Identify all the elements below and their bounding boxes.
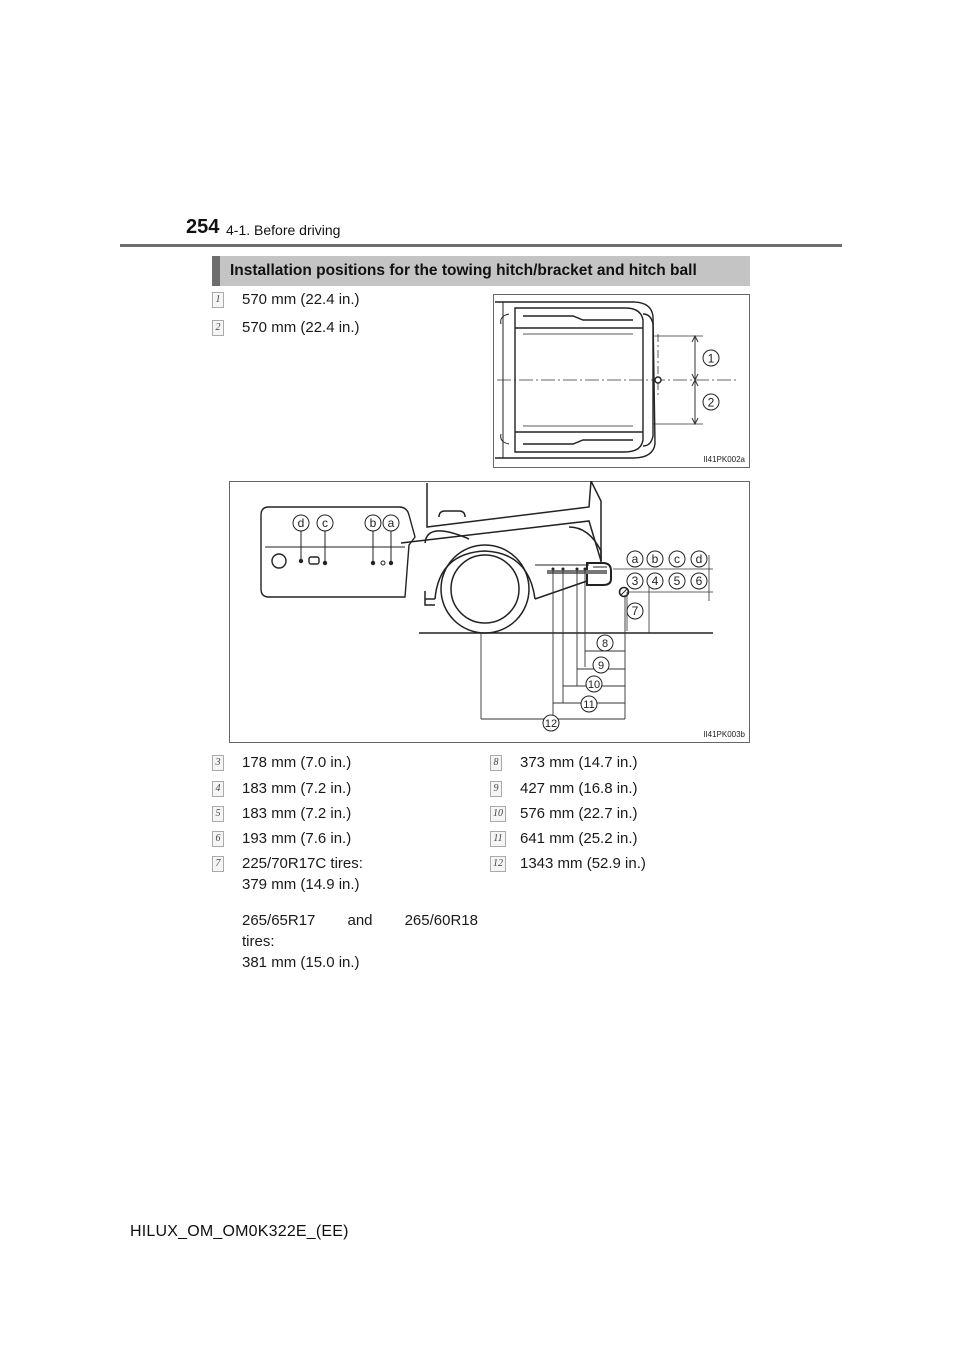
callout-8: 8 bbox=[601, 638, 609, 650]
callout-11: 11 bbox=[583, 699, 595, 711]
callout-4: 4 bbox=[651, 574, 659, 588]
dim-value: 183 mm (7.2 in.) bbox=[242, 780, 352, 797]
dim-value: 373 mm (14.7 in.) bbox=[520, 754, 638, 771]
callout-3: 3 bbox=[631, 574, 639, 588]
dim-value-line2: 379 mm (14.9 in.) bbox=[242, 876, 360, 893]
callout-9: 9 bbox=[597, 660, 605, 672]
rear-letter-b: b bbox=[651, 552, 659, 566]
callout-number: 2 bbox=[212, 320, 224, 336]
callout-12: 12 bbox=[544, 718, 558, 730]
tire-size-a: 265/65R17 bbox=[242, 912, 316, 929]
callout-7: 7 bbox=[631, 604, 639, 618]
dim-value: 183 mm (7.2 in.) bbox=[242, 805, 352, 822]
dim-value-line1: 225/70R17C tires: bbox=[242, 855, 363, 872]
callout-6: 6 bbox=[695, 574, 703, 588]
figure-code: II41PK003b bbox=[703, 730, 745, 739]
callout-2: 2 bbox=[707, 395, 715, 410]
callout-number: 1 bbox=[212, 292, 224, 308]
dim-value: 570 mm (22.4 in.) bbox=[242, 291, 360, 308]
inset-letter-a: a bbox=[387, 516, 395, 530]
rear-letter-a: a bbox=[631, 552, 639, 566]
inset-letter-c: c bbox=[322, 516, 328, 530]
callout-number: 11 bbox=[490, 831, 506, 847]
dim-value: 427 mm (16.8 in.) bbox=[520, 780, 638, 797]
callout-number: 7 bbox=[212, 856, 224, 872]
header-rule bbox=[120, 244, 842, 247]
rear-letter-d: d bbox=[695, 552, 703, 566]
tire-and: and bbox=[347, 912, 373, 929]
callout-number: 12 bbox=[490, 856, 506, 872]
section-heading: Installation positions for the towing hitch/bracket and hitch ball bbox=[212, 256, 750, 286]
callout-10: 10 bbox=[587, 679, 601, 691]
dim-value: 193 mm (7.6 in.) bbox=[242, 830, 352, 847]
callout-1: 1 bbox=[707, 351, 715, 366]
figure-code: II41PK002a bbox=[703, 455, 745, 464]
callout-number: 3 bbox=[212, 755, 224, 771]
inset-letter-d: d bbox=[297, 516, 305, 530]
callout-5: 5 bbox=[673, 574, 681, 588]
callout-number: 4 bbox=[212, 781, 224, 797]
tire-label: tires: bbox=[242, 933, 275, 950]
rear-letter-c: c bbox=[674, 552, 680, 566]
inset-letter-b: b bbox=[369, 516, 377, 530]
chapter-title: 4-1. Before driving bbox=[226, 222, 341, 238]
callout-number: 9 bbox=[490, 781, 502, 797]
tire-size-b: 265/60R18 bbox=[404, 912, 478, 929]
dim-value: 1343 mm (52.9 in.) bbox=[520, 855, 646, 872]
document-code-footer: HILUX_OM_OM0K322E_(EE) bbox=[130, 1223, 349, 1240]
dim-value: 178 mm (7.0 in.) bbox=[242, 754, 352, 771]
callout-number: 8 bbox=[490, 755, 502, 771]
dim-value: 576 mm (22.7 in.) bbox=[520, 805, 638, 822]
callout-number: 5 bbox=[212, 806, 224, 822]
tire-note bbox=[242, 910, 478, 973]
callout-number: 6 bbox=[212, 831, 224, 847]
dim-value: 570 mm (22.4 in.) bbox=[242, 319, 360, 336]
vehicle-top-view-figure bbox=[493, 294, 750, 468]
tire-value: 381 mm (15.0 in.) bbox=[242, 954, 360, 971]
page-number: 254 bbox=[186, 216, 220, 238]
dim-value: 641 mm (25.2 in.) bbox=[520, 830, 638, 847]
vehicle-side-view-figure bbox=[229, 481, 750, 743]
callout-number: 10 bbox=[490, 806, 506, 822]
